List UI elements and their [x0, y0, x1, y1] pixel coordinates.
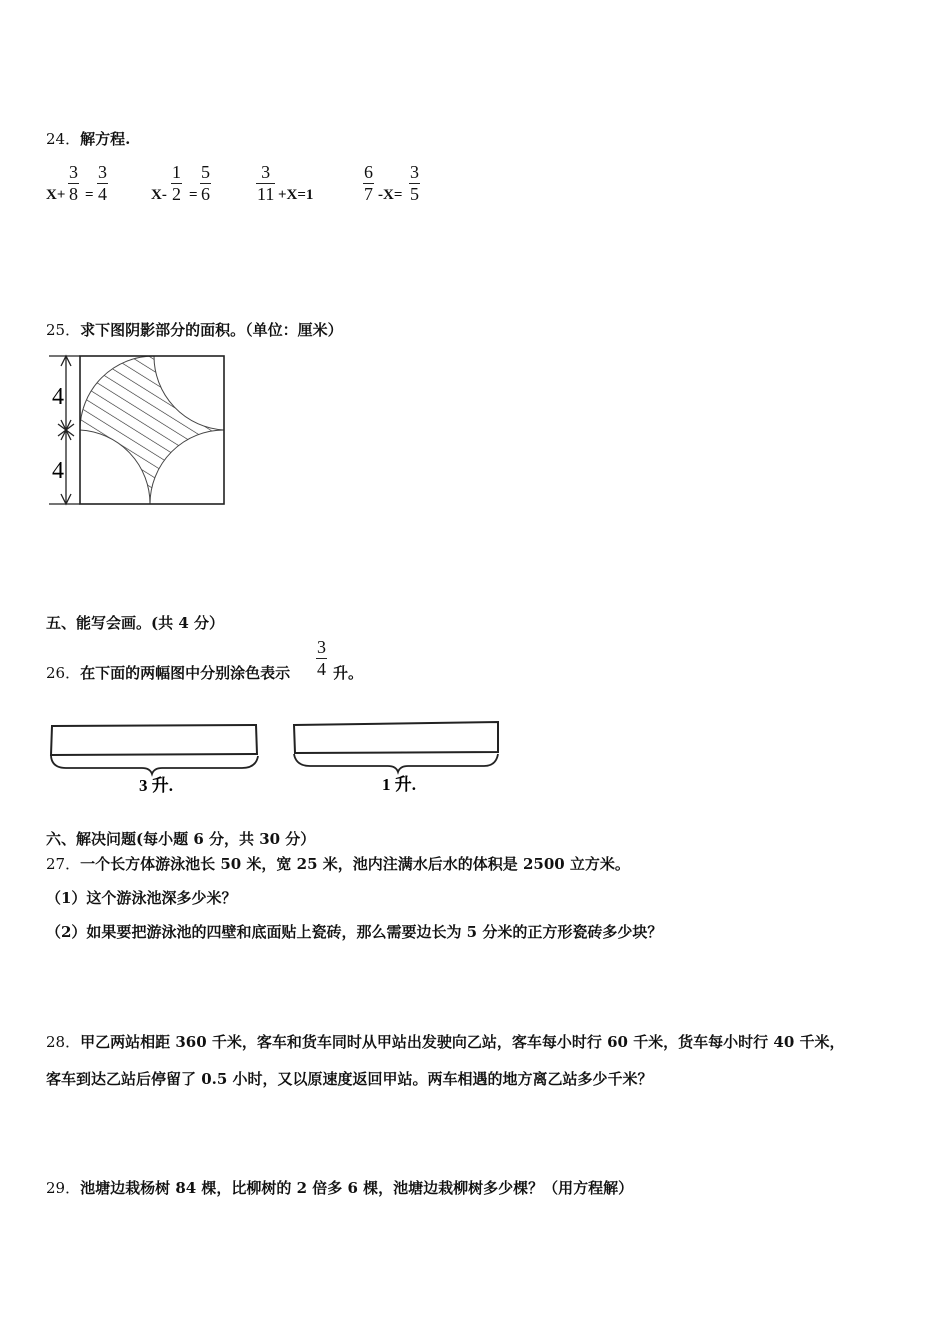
- question-title: 解方程.: [80, 130, 131, 148]
- numerator: 3: [98, 162, 107, 182]
- section-5-title: 五、能写会画。(共 4 分）: [46, 614, 224, 632]
- eq4-fraction-2: [409, 163, 420, 203]
- numerator: 3: [410, 162, 419, 182]
- eq2-fraction-2: [200, 163, 211, 203]
- eq3-suffix: +X=1: [278, 187, 314, 203]
- q26-heading: [46, 662, 290, 683]
- question-number: 27．: [46, 855, 81, 873]
- question-text-before: 在下面的两幅图中分别涂色表示: [80, 664, 291, 682]
- numerator: 5: [201, 162, 210, 182]
- q25-heading: [46, 319, 343, 340]
- q27-sub2: （2）如果要把游泳池的四壁和底面贴上瓷砖，那么需要边长为 5 分米的正方形瓷砖多少块？: [46, 923, 663, 941]
- question-text: 甲乙两站相距 360 千米，客车和货车同时从甲站出发驶向乙站，客车每小时行 60 千米，货车每小时行 40 千米，: [80, 1033, 845, 1051]
- q24-heading: [46, 128, 130, 149]
- eq4-middle: -X=: [378, 187, 403, 203]
- q27-heading: [46, 853, 630, 874]
- question-number: 25．: [46, 321, 81, 339]
- question-number: 28．: [46, 1033, 81, 1051]
- bar-3-liters: [46, 718, 266, 798]
- question-text: 池塘边栽杨树 84 棵，比柳树的 2 倍多 6 棵，池塘边栽柳树多少棵？（用方程解）: [80, 1179, 634, 1197]
- eq2-equals: =: [189, 187, 198, 203]
- denominator: 2: [172, 184, 181, 204]
- eq1-fraction-1: [68, 163, 79, 203]
- numerator: 1: [172, 162, 181, 182]
- eq1-fraction-2: [97, 163, 108, 203]
- question-text-after: 升。: [333, 664, 364, 682]
- eq4-fraction-1: [363, 163, 374, 203]
- numerator: 6: [364, 162, 373, 182]
- numerator: 3: [69, 162, 78, 182]
- eq1-prefix: X+: [46, 187, 66, 203]
- q28-line2: 客车到达乙站后停留了 0.5 小时，又以原速度返回甲站。两车相遇的地方离乙站多少千米？: [46, 1070, 653, 1088]
- brace: [294, 754, 498, 772]
- denominator: 8: [69, 184, 78, 204]
- shaded-area-figure: [44, 350, 244, 510]
- q29-heading: [46, 1177, 633, 1198]
- eq1-equals: =: [85, 187, 94, 203]
- denominator: 4: [98, 184, 107, 204]
- dimension-label-bottom: 4: [52, 458, 64, 484]
- question-text: 求下图阴影部分的面积。（单位：厘米）: [80, 321, 343, 339]
- eq3-fraction: [256, 163, 275, 203]
- question-number: 29．: [46, 1179, 81, 1197]
- numerator: 3: [261, 162, 271, 182]
- q27-sub1: （1）这个游泳池深多少米？: [46, 889, 237, 907]
- denominator: 11: [257, 184, 275, 204]
- denominator: 6: [201, 184, 210, 204]
- bar-1-label: 1 升.: [382, 775, 416, 794]
- question-number: 24．: [46, 130, 81, 148]
- denominator: 5: [410, 184, 419, 204]
- bar-1-liter: [288, 714, 508, 794]
- q26-fraction: [316, 638, 327, 678]
- q28-line1: [46, 1031, 845, 1052]
- numerator: 3: [317, 637, 326, 657]
- question-number: 26．: [46, 664, 81, 682]
- eq2-prefix: X-: [151, 187, 167, 203]
- question-text: 一个长方体游泳池长 50 米，宽 25 米，池内注满水后水的体积是 2500 立方米。: [80, 855, 630, 873]
- bar-outline: [51, 725, 257, 755]
- bar-3-label: 3 升.: [139, 776, 173, 795]
- denominator: 7: [364, 184, 373, 204]
- denominator: 4: [317, 659, 326, 679]
- eq2-fraction-1: [171, 163, 182, 203]
- brace: [51, 756, 258, 774]
- bar-outline: [294, 722, 498, 753]
- dimension-label-top: 4: [52, 384, 64, 410]
- section-6-title: 六、解决问题(每小题 6 分，共 30 分）: [46, 830, 316, 848]
